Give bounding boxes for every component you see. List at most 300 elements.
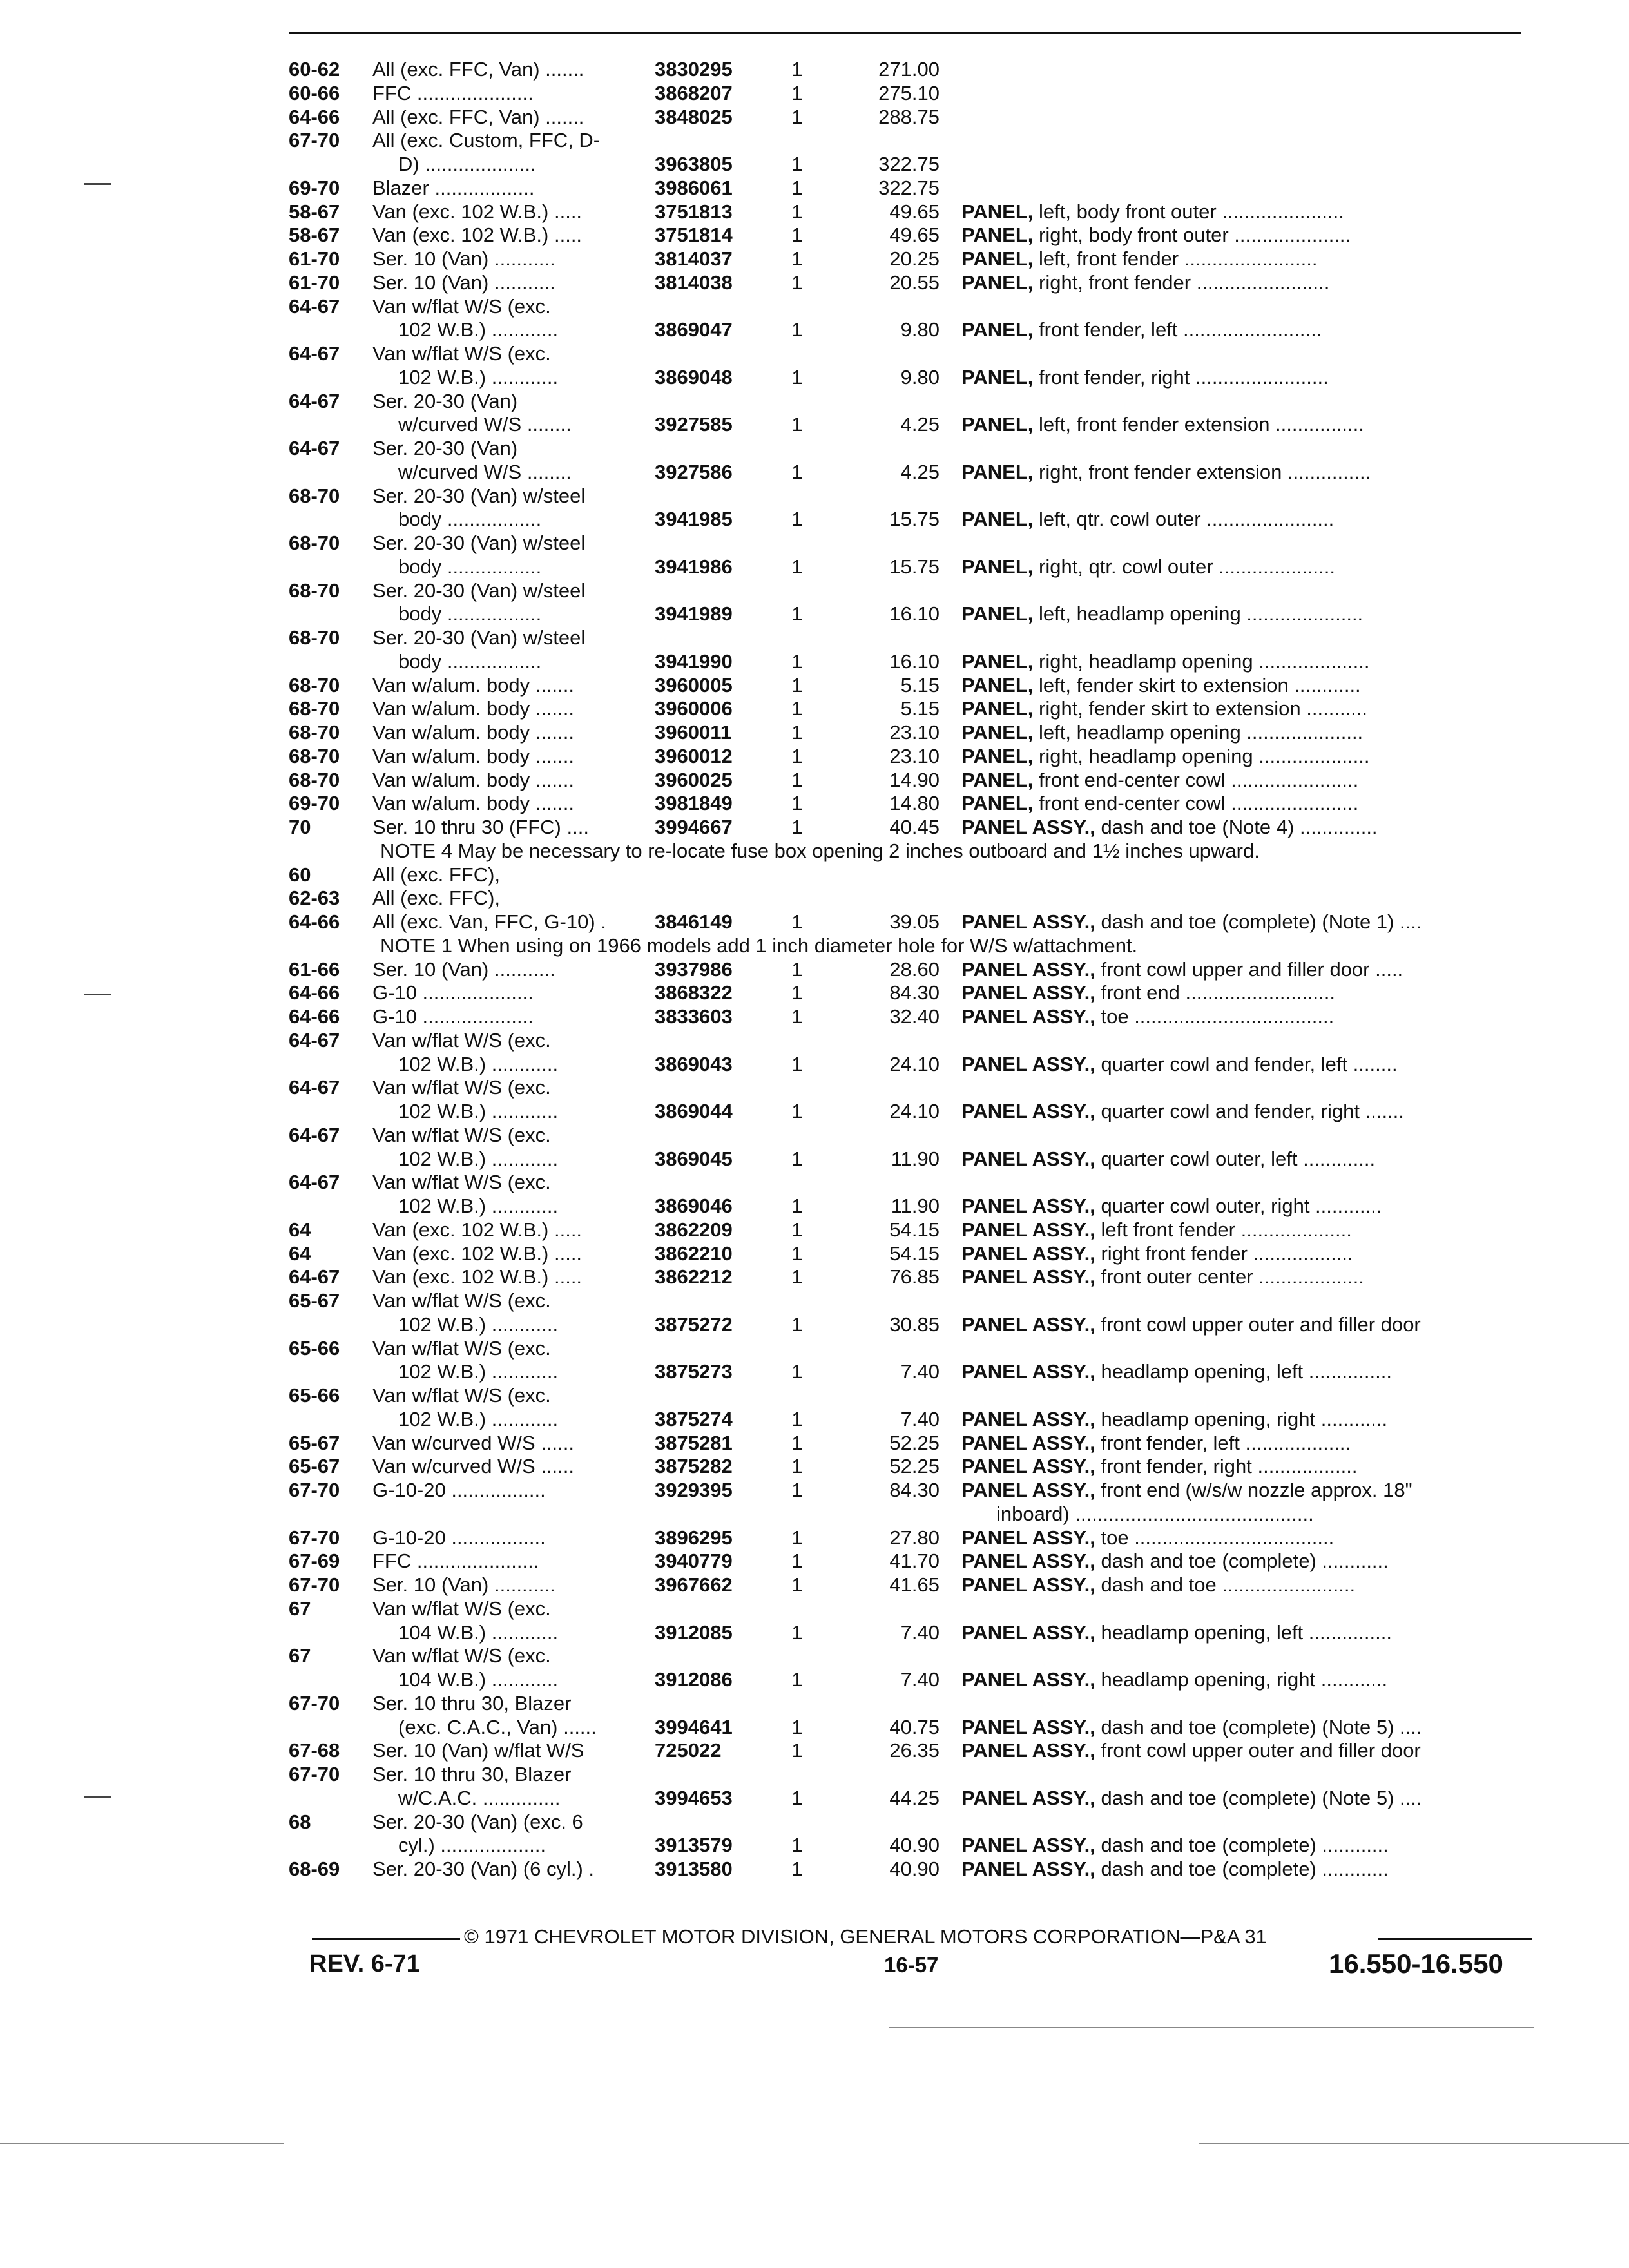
list-price: 28.60 (889, 958, 940, 981)
application: 102 W.B.) ............ (398, 318, 559, 341)
quantity: 1 (791, 1432, 803, 1454)
part-name: PANEL ASSY., (961, 1455, 1095, 1477)
table-row (0, 555, 1629, 579)
model-years: 64-67 (289, 1171, 340, 1193)
model-years: 65-67 (289, 1289, 340, 1312)
part-number: 3875272 (655, 1313, 733, 1336)
quantity: 1 (791, 1573, 803, 1596)
bottom-rule (889, 2027, 1534, 2028)
part-detail: dash and toe (complete) ............ (1095, 1834, 1389, 1856)
part-description (961, 697, 1528, 720)
part-number: 3868322 (655, 981, 733, 1004)
table-row (0, 579, 1629, 602)
quantity: 1 (791, 318, 803, 341)
quantity: 1 (791, 1621, 803, 1644)
list-price: 15.75 (889, 508, 940, 530)
footnote-text: NOTE 1 When using on 1966 models add 1 inch diameter hole for W/S w/attachment. (380, 934, 1138, 957)
part-description (961, 224, 1528, 247)
quantity: 1 (791, 1787, 803, 1809)
table-row (0, 769, 1629, 792)
list-price: 24.10 (889, 1053, 940, 1075)
part-name: PANEL, (961, 247, 1034, 270)
part-description (961, 1432, 1528, 1455)
application: FFC ...................... (372, 1550, 539, 1572)
list-price: 7.40 (900, 1668, 940, 1691)
application: w/C.A.C. .............. (398, 1787, 561, 1809)
list-price: 23.10 (889, 745, 940, 767)
part-description (961, 792, 1528, 815)
table-row (0, 129, 1629, 152)
application: cyl.) ................... (398, 1834, 546, 1856)
quantity: 1 (791, 816, 803, 838)
application: Van (exc. 102 W.B.) ..... (372, 1242, 583, 1265)
part-number: 3986061 (655, 177, 733, 199)
model-years: 64-67 (289, 1265, 340, 1288)
table-row (0, 1289, 1629, 1312)
part-detail: toe .................................... (1095, 1526, 1335, 1549)
quantity: 1 (791, 508, 803, 530)
part-number: 3960006 (655, 697, 733, 720)
part-name: PANEL ASSY., (961, 1360, 1095, 1383)
part-detail: right, headlamp opening .................... (1033, 650, 1370, 673)
application: All (exc. FFC, Van) ....... (372, 58, 584, 81)
application: Ser. 10 (Van) ........... (372, 1573, 555, 1596)
model-years: 60 (289, 863, 311, 886)
part-number: 3960025 (655, 769, 733, 791)
application: 102 W.B.) ............ (398, 1100, 559, 1122)
part-detail: toe .................................... (1095, 1005, 1335, 1028)
model-years: 62-63 (289, 887, 340, 909)
model-years: 68-69 (289, 1858, 340, 1880)
list-price: 4.25 (900, 461, 940, 483)
application: Ser. 20-30 (Van) w/steel (372, 532, 586, 554)
table-row (0, 318, 1629, 341)
list-price: 4.25 (900, 413, 940, 436)
quantity: 1 (791, 1526, 803, 1549)
table-row (0, 721, 1629, 744)
model-years: 68-70 (289, 745, 340, 767)
table-row (0, 1787, 1629, 1810)
scan-edge-line (1199, 2143, 1629, 2144)
application: body ................. (398, 602, 542, 625)
application: Van w/flat W/S (exc. (372, 342, 551, 365)
table-row (0, 1479, 1629, 1502)
application: Ser. 10 (Van) ........... (372, 247, 555, 270)
part-detail: dash and toe (complete) (Note 5) .... (1095, 1716, 1422, 1738)
list-price: 40.75 (889, 1716, 940, 1738)
part-number: 3869045 (655, 1148, 733, 1170)
part-name: PANEL ASSY., (961, 1479, 1095, 1501)
table-row (0, 1526, 1629, 1550)
part-number: 3960011 (655, 721, 731, 744)
table-row (0, 437, 1629, 460)
list-price: 271.00 (878, 58, 940, 81)
table-row (0, 413, 1629, 436)
list-price: 275.10 (878, 82, 940, 104)
application: Van w/alum. body ....... (372, 697, 575, 720)
part-number: 3937986 (655, 958, 733, 981)
part-name: PANEL ASSY., (961, 1716, 1095, 1738)
list-price: 7.40 (900, 1360, 940, 1383)
model-years: 64-67 (289, 1124, 340, 1146)
application: Van w/flat W/S (exc. (372, 1289, 551, 1312)
part-description (961, 1100, 1528, 1123)
part-name: PANEL, (961, 674, 1034, 697)
part-number: 3941990 (655, 650, 733, 673)
part-description (961, 721, 1528, 744)
part-number: 3869044 (655, 1100, 733, 1122)
part-name: PANEL ASSY., (961, 1526, 1095, 1549)
part-detail: dash and toe (complete) (Note 5) .... (1095, 1787, 1422, 1809)
list-price: 14.80 (889, 792, 940, 814)
table-row (0, 981, 1629, 1004)
model-years: 68-70 (289, 626, 340, 649)
part-name: PANEL ASSY., (961, 1550, 1095, 1572)
list-price: 23.10 (889, 721, 940, 744)
part-name: PANEL ASSY., (961, 1787, 1095, 1809)
table-row (0, 1218, 1629, 1242)
revision-label: REV. 6-71 (309, 1950, 420, 1977)
quantity: 1 (791, 271, 803, 294)
application: Ser. 10 (Van) ........... (372, 958, 555, 981)
part-number: 3869047 (655, 318, 733, 341)
part-number: 3929395 (655, 1479, 733, 1501)
quantity: 1 (791, 177, 803, 199)
table-row (0, 1005, 1629, 1028)
part-number: 3869043 (655, 1053, 733, 1075)
quantity: 1 (791, 1242, 803, 1265)
quantity: 1 (791, 745, 803, 767)
table-row (0, 1265, 1629, 1289)
list-price: 52.25 (889, 1432, 940, 1454)
part-name: PANEL, (961, 318, 1034, 341)
quantity: 1 (791, 106, 803, 128)
quantity: 1 (791, 958, 803, 981)
note-row (0, 934, 1629, 957)
list-price: 26.35 (889, 1739, 940, 1762)
part-detail: left, body front outer ...................... (1033, 200, 1344, 223)
part-name: PANEL ASSY., (961, 1834, 1095, 1856)
model-years: 60-62 (289, 58, 340, 81)
application: Van w/flat W/S (exc. (372, 1171, 551, 1193)
part-number: 3981849 (655, 792, 733, 814)
part-name: PANEL, (961, 769, 1034, 791)
application: Ser. 10 thru 30, Blazer (372, 1692, 572, 1715)
table-row (0, 792, 1629, 815)
part-name: PANEL ASSY., (961, 1100, 1095, 1122)
application: 102 W.B.) ............ (398, 1148, 559, 1170)
part-number: 3941986 (655, 555, 733, 578)
table-row (0, 816, 1629, 839)
part-detail: left, front fender extension ................ (1033, 413, 1364, 436)
part-description (961, 769, 1528, 792)
part-description (961, 555, 1528, 579)
part-name: PANEL ASSY., (961, 1218, 1095, 1241)
model-years: 64-67 (289, 342, 340, 365)
table-row (0, 1360, 1629, 1383)
part-detail: front fender, left ......................... (1033, 318, 1322, 341)
application: Ser. 20-30 (Van) (6 cyl.) . (372, 1858, 594, 1880)
part-detail: headlamp opening, left ............... (1095, 1621, 1392, 1644)
application: Van w/flat W/S (exc. (372, 1124, 551, 1146)
part-description (961, 247, 1528, 271)
table-row (0, 1076, 1629, 1099)
part-name: PANEL ASSY., (961, 1408, 1095, 1430)
list-price: 16.10 (889, 650, 940, 673)
model-years: 64-66 (289, 1005, 340, 1028)
list-price: 32.40 (889, 1005, 940, 1028)
application: w/curved W/S ........ (398, 413, 572, 436)
quantity: 1 (791, 1716, 803, 1738)
part-detail: front end ........................... (1095, 981, 1336, 1004)
part-name: PANEL, (961, 697, 1034, 720)
list-price: 15.75 (889, 555, 940, 578)
application: All (exc. FFC), (372, 887, 501, 909)
part-number: 3875282 (655, 1455, 733, 1477)
model-years: 67-69 (289, 1550, 340, 1572)
part-description (961, 413, 1528, 436)
list-price: 20.55 (889, 271, 940, 294)
quantity: 1 (791, 555, 803, 578)
table-row (0, 1811, 1629, 1834)
part-detail: dash and toe (complete) (Note 1) .... (1095, 910, 1422, 933)
table-row (0, 1337, 1629, 1360)
list-price: 7.40 (900, 1408, 940, 1430)
application: D) .................... (398, 153, 536, 175)
table-row (0, 1242, 1629, 1265)
list-price: 322.75 (878, 177, 940, 199)
part-number: 3896295 (655, 1526, 733, 1549)
application: Ser. 20-30 (Van) w/steel (372, 579, 586, 602)
part-description (961, 1787, 1528, 1810)
part-name: PANEL, (961, 650, 1034, 673)
part-number: 3846149 (655, 910, 733, 933)
table-row (0, 532, 1629, 555)
application: Van (exc. 102 W.B.) ..... (372, 200, 583, 223)
part-detail: right, fender skirt to extension ........... (1033, 697, 1368, 720)
application: Van w/flat W/S (exc. (372, 1076, 551, 1099)
description-text: inboard) ........................................... (996, 1503, 1314, 1525)
list-price: 11.90 (891, 1148, 940, 1170)
model-years: 67 (289, 1644, 311, 1667)
quantity: 1 (791, 413, 803, 436)
model-years: 64-66 (289, 981, 340, 1004)
table-row (0, 82, 1629, 105)
table-row (0, 910, 1629, 934)
table-row (0, 1384, 1629, 1407)
part-name: PANEL ASSY., (961, 1053, 1095, 1075)
application: body ................. (398, 508, 542, 530)
table-row (0, 1171, 1629, 1194)
table-row (0, 1621, 1629, 1644)
quantity: 1 (791, 697, 803, 720)
application: (exc. C.A.C., Van) ...... (398, 1716, 597, 1738)
application: w/curved W/S ........ (398, 461, 572, 483)
part-detail: dash and toe ........................ (1095, 1573, 1356, 1596)
list-price: 11.90 (891, 1195, 940, 1217)
table-row (0, 1763, 1629, 1786)
part-detail: front end (w/s/w nozzle approx. 18" (1095, 1479, 1412, 1501)
part-description (961, 745, 1528, 768)
top-rule (289, 32, 1521, 34)
quantity: 1 (791, 674, 803, 697)
part-number: 3941989 (655, 602, 733, 625)
list-price: 9.80 (900, 366, 940, 389)
model-years: 68-70 (289, 532, 340, 554)
application: 104 W.B.) ............ (398, 1668, 559, 1691)
part-number: 3814037 (655, 247, 733, 270)
application: G-10-20 ................. (372, 1479, 546, 1501)
part-name: PANEL ASSY., (961, 981, 1095, 1004)
note-row (0, 840, 1629, 863)
part-description (961, 1550, 1528, 1573)
list-price: 40.90 (889, 1858, 940, 1880)
part-number: 3814038 (655, 271, 733, 294)
application: Van w/flat W/S (exc. (372, 1644, 551, 1667)
application: All (exc. FFC), (372, 863, 501, 886)
model-years: 65-66 (289, 1384, 340, 1407)
part-description (961, 1739, 1528, 1762)
list-price: 14.90 (889, 769, 940, 791)
part-number: 3830295 (655, 58, 733, 81)
application: 102 W.B.) ............ (398, 366, 559, 389)
part-description (961, 1218, 1528, 1242)
list-price: 27.80 (889, 1526, 940, 1549)
part-name: PANEL ASSY., (961, 816, 1095, 838)
application: 102 W.B.) ............ (398, 1053, 559, 1075)
model-years: 58-67 (289, 200, 340, 223)
application: 104 W.B.) ............ (398, 1621, 559, 1644)
part-description (961, 1858, 1528, 1881)
part-detail: left, qtr. cowl outer ....................... (1033, 508, 1335, 530)
application: All (exc. FFC, Van) ....... (372, 106, 584, 128)
model-years: 68-70 (289, 697, 340, 720)
application: Van w/alum. body ....... (372, 792, 575, 814)
part-description (961, 1573, 1528, 1597)
table-row (0, 1313, 1629, 1336)
list-price: 7.40 (900, 1621, 940, 1644)
part-number: 3913579 (655, 1834, 733, 1856)
part-detail: front cowl upper outer and filler door (1095, 1739, 1421, 1762)
table-row (0, 153, 1629, 176)
list-price: 40.90 (889, 1834, 940, 1856)
application: Van w/alum. body ....... (372, 721, 575, 744)
part-description (961, 1408, 1528, 1431)
part-number: 3960012 (655, 745, 733, 767)
section-range: 16.550-16.550 (1329, 1948, 1503, 1979)
model-years: 65-67 (289, 1455, 340, 1477)
part-detail: front fender, left ................... (1095, 1432, 1351, 1454)
application: Ser. 10 thru 30, Blazer (372, 1763, 572, 1785)
list-price: 322.75 (878, 153, 940, 175)
list-price: 49.65 (889, 224, 940, 246)
model-years: 67-70 (289, 129, 340, 151)
list-price: 5.15 (900, 697, 940, 720)
part-number: 3869048 (655, 366, 733, 389)
table-row (0, 1550, 1629, 1573)
model-years: 68-70 (289, 674, 340, 697)
part-name: PANEL ASSY., (961, 1739, 1095, 1762)
model-years: 65-67 (289, 1432, 340, 1454)
application: Ser. 20-30 (Van) w/steel (372, 626, 586, 649)
part-description (961, 461, 1528, 484)
table-row (0, 224, 1629, 247)
part-name: PANEL ASSY., (961, 1148, 1095, 1170)
table-row (0, 697, 1629, 720)
table-row (0, 887, 1629, 910)
model-years: 61-70 (289, 271, 340, 294)
quantity: 1 (791, 224, 803, 246)
quantity: 1 (791, 200, 803, 223)
application: Van (exc. 102 W.B.) ..... (372, 1218, 583, 1241)
quantity: 1 (791, 1479, 803, 1501)
part-number: 3862212 (655, 1265, 733, 1288)
part-name: PANEL, (961, 721, 1034, 744)
part-number: 3941985 (655, 508, 733, 530)
part-description (961, 318, 1528, 341)
table-row (0, 1597, 1629, 1620)
quantity: 1 (791, 910, 803, 933)
part-name: PANEL ASSY., (961, 1313, 1095, 1336)
table-row (0, 745, 1629, 768)
part-detail: left, headlamp opening ..................... (1033, 602, 1364, 625)
quantity: 1 (791, 1739, 803, 1762)
table-row (0, 247, 1629, 271)
part-detail: right, front fender extension ............... (1033, 461, 1371, 483)
model-years: 67-68 (289, 1739, 340, 1762)
quantity: 1 (791, 1100, 803, 1122)
part-number: 3994667 (655, 816, 733, 838)
list-price: 16.10 (889, 602, 940, 625)
part-description (961, 958, 1528, 981)
part-detail: right, qtr. cowl outer ..................... (1033, 555, 1335, 578)
part-detail: right, headlamp opening .................... (1033, 745, 1370, 767)
part-name: PANEL, (961, 508, 1034, 530)
quantity: 1 (791, 153, 803, 175)
part-description (961, 1668, 1528, 1691)
part-description (961, 674, 1528, 697)
model-years: 64-67 (289, 390, 340, 412)
part-description (961, 1716, 1528, 1739)
part-detail: headlamp opening, left ............... (1095, 1360, 1392, 1383)
model-years: 61-66 (289, 958, 340, 981)
part-name: PANEL, (961, 602, 1034, 625)
part-number: 3927585 (655, 413, 733, 436)
model-years: 67-70 (289, 1526, 340, 1549)
quantity: 1 (791, 1455, 803, 1477)
part-number: 3927586 (655, 461, 733, 483)
description-continuation (0, 1503, 1629, 1526)
quantity: 1 (791, 461, 803, 483)
quantity: 1 (791, 1313, 803, 1336)
quantity: 1 (791, 1668, 803, 1691)
table-row (0, 650, 1629, 673)
part-number: 3912085 (655, 1621, 733, 1644)
part-description (961, 1621, 1528, 1644)
part-number: 3994653 (655, 1787, 733, 1809)
part-number: 3913580 (655, 1858, 733, 1880)
application: Ser. 20-30 (Van) (372, 437, 518, 459)
application: Van w/curved W/S ...... (372, 1432, 574, 1454)
quantity: 1 (791, 792, 803, 814)
quantity: 1 (791, 1408, 803, 1430)
table-row (0, 461, 1629, 484)
footer-rule-right (1378, 1938, 1532, 1940)
part-name: PANEL ASSY., (961, 1573, 1095, 1596)
list-price: 5.15 (900, 674, 940, 697)
list-price: 54.15 (889, 1242, 940, 1265)
part-name: PANEL, (961, 413, 1034, 436)
